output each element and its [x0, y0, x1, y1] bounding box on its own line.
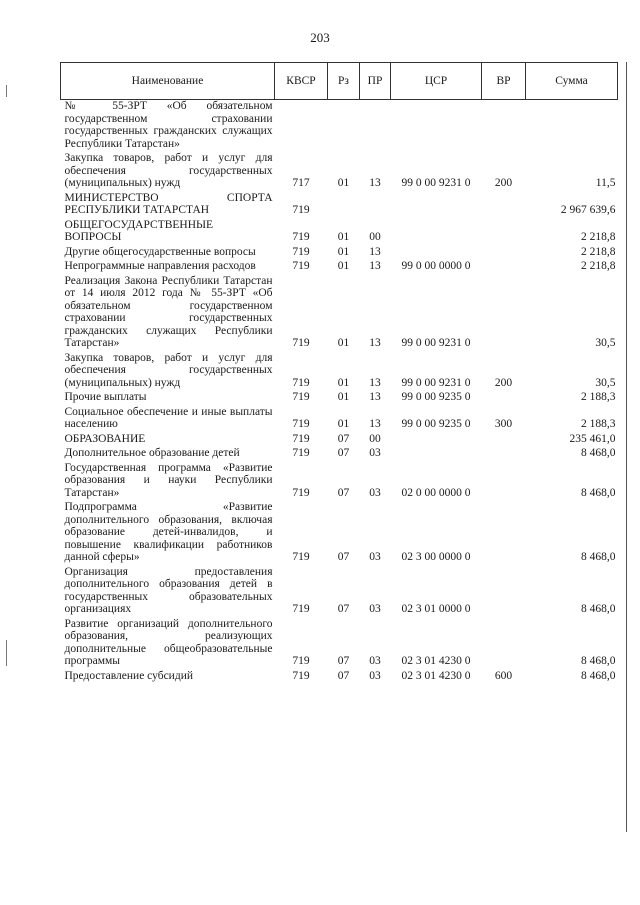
cell-rz: 07 — [337, 551, 350, 563]
cell-vr: 300 — [494, 418, 513, 430]
cell-kvsr: 719 — [292, 603, 310, 615]
cell-rz: 07 — [337, 655, 350, 667]
cell-sum: 30,5 — [595, 376, 616, 389]
cell-vr: 200 — [494, 177, 513, 189]
scan-mark — [6, 640, 7, 666]
cell-csr: 02 0 00 0000 0 — [401, 486, 471, 499]
cell-pr — [360, 191, 391, 218]
cell-pr: 00 — [369, 432, 381, 445]
cell-sum: 2 188,3 — [581, 391, 616, 403]
cell-name: Организация предоставления дополнительного образования детей в государственных образовательных организациях — [64, 565, 273, 615]
cell-pr: 13 — [369, 177, 381, 189]
cell-name: Непрограммные направления расходов — [64, 260, 256, 272]
table-row — [61, 245, 618, 260]
cell-vr — [482, 390, 526, 405]
cell-sum: 8 468,0 — [581, 551, 616, 563]
cell-kvsr: 719 — [292, 204, 310, 216]
cell-name: Реализация Закона Республики Татарстан от 14 июля 2012 года № 55-ЗРТ «Об обязательном государственном страховании государственных гражданских служащих Республики Татарстан» — [64, 274, 273, 349]
cell-rz: 07 — [337, 669, 350, 682]
cell-sum: 8 468,0 — [581, 486, 616, 499]
cell-sum: 8 468,0 — [581, 447, 616, 459]
cell-name: Социальное обеспечение и иные выплаты населению — [64, 405, 273, 430]
cell-vr — [482, 218, 526, 245]
cell-sum — [526, 100, 618, 152]
table-row — [61, 351, 618, 391]
table-row — [61, 461, 618, 501]
cell-pr: 03 — [369, 447, 381, 459]
cell-kvsr: 719 — [292, 376, 310, 389]
table-row — [61, 390, 618, 405]
table-row — [61, 669, 618, 684]
cell-csr: 02 3 01 4230 0 — [401, 655, 471, 667]
cell-kvsr: 719 — [292, 669, 310, 682]
cell-csr — [391, 218, 482, 245]
cell-vr — [482, 274, 526, 351]
cell-kvsr: 717 — [292, 177, 310, 189]
cell-rz: 07 — [337, 432, 350, 445]
cell-vr — [482, 245, 526, 260]
header-pr: ПР — [360, 63, 391, 100]
cell-pr — [360, 100, 391, 152]
cell-csr: 99 0 00 0000 0 — [401, 260, 471, 272]
cell-name: Предоставление субсидий — [64, 669, 193, 682]
table-row — [61, 617, 618, 669]
scan-mark — [6, 85, 7, 97]
cell-rz: 01 — [337, 245, 350, 258]
page-number: 203 — [310, 30, 330, 45]
cell-sum: 8 468,0 — [581, 669, 616, 682]
cell-csr: 99 0 00 9231 0 — [401, 337, 471, 349]
cell-kvsr: 719 — [292, 432, 310, 445]
right-border-line — [626, 62, 627, 832]
cell-sum: 8 468,0 — [581, 603, 616, 615]
table-row — [61, 191, 618, 218]
cell-kvsr: 719 — [292, 655, 310, 667]
cell-name: Развитие организаций дополнительного образования, реализующих дополнительные общеобразовательные программы — [64, 617, 273, 667]
cell-pr: 13 — [369, 337, 381, 349]
table-row — [61, 274, 618, 351]
cell-csr: 02 3 00 0000 0 — [401, 551, 471, 563]
header-name: Наименование — [61, 63, 275, 100]
cell-vr: 600 — [494, 669, 513, 682]
cell-sum: 2 188,3 — [581, 418, 616, 430]
cell-sum: 2 967 639,6 — [560, 204, 616, 216]
cell-name: Закупка товаров, работ и услуг для обеспечения государственных (муниципальных) нужд — [64, 351, 273, 389]
cell-pr: 13 — [369, 418, 381, 430]
cell-rz — [328, 100, 360, 152]
cell-name: Другие общегосударственные вопросы — [64, 245, 256, 258]
cell-kvsr: 719 — [292, 551, 310, 563]
cell-rz: 07 — [337, 603, 350, 615]
cell-csr: 99 0 00 9231 0 — [401, 177, 471, 189]
cell-kvsr: 719 — [292, 245, 310, 258]
cell-name: Прочие выплаты — [64, 391, 147, 403]
cell-name: МИНИСТЕРСТВО СПОРТА РЕСПУБЛИКИ ТАТАРСТАН — [64, 191, 273, 216]
cell-sum: 235 461,0 — [569, 432, 616, 445]
cell-pr: 03 — [369, 486, 381, 499]
cell-pr: 03 — [369, 655, 381, 667]
cell-rz: 01 — [337, 418, 350, 430]
cell-vr — [482, 500, 526, 565]
cell-pr: 03 — [369, 551, 381, 563]
header-kvsr: КВСР — [275, 63, 328, 100]
cell-sum: 30,5 — [595, 337, 616, 349]
cell-kvsr — [275, 100, 328, 152]
cell-pr: 03 — [369, 603, 381, 615]
cell-kvsr: 719 — [292, 391, 310, 403]
cell-kvsr: 719 — [292, 447, 310, 459]
cell-name: Государственная программа «Развитие образования и науки Республики Татарстан» — [64, 461, 273, 499]
cell-rz: 01 — [337, 260, 350, 272]
cell-name: ОБЩЕГОСУДАРСТВЕННЫЕ ВОПРОСЫ — [64, 218, 214, 243]
cell-sum: 8 468,0 — [581, 655, 616, 667]
budget-table — [60, 62, 618, 683]
cell-vr — [482, 446, 526, 461]
cell-csr: 02 3 01 4230 0 — [401, 669, 471, 682]
cell-rz: 01 — [337, 177, 350, 189]
cell-name: Подпрограмма «Развитие дополнительного образования, включая образование детей-инвалидов, и повышение квалификации работников данной сферы» — [64, 501, 273, 563]
cell-csr: 99 0 00 9235 0 — [401, 391, 471, 403]
cell-pr: 03 — [369, 669, 381, 682]
cell-rz: 07 — [337, 447, 350, 459]
cell-name: № 55-ЗРТ «Об обязательном государственном страховании государственных гражданских служащих Республики Татарстан» — [64, 100, 273, 150]
cell-rz — [328, 191, 360, 218]
cell-rz: 01 — [337, 231, 350, 243]
cell-sum: 2 218,8 — [581, 231, 616, 243]
cell-pr: 13 — [369, 376, 381, 389]
table-row — [61, 432, 618, 447]
cell-vr — [482, 565, 526, 617]
table-row — [61, 100, 618, 152]
cell-vr — [482, 259, 526, 274]
cell-sum: 2 218,8 — [581, 260, 616, 272]
cell-kvsr: 719 — [292, 418, 310, 430]
cell-kvsr: 719 — [292, 260, 310, 272]
header-vr: ВР — [482, 63, 526, 100]
cell-name: ОБРАЗОВАНИЕ — [64, 432, 146, 445]
cell-vr — [482, 432, 526, 447]
table-row — [61, 405, 618, 432]
cell-vr — [482, 617, 526, 669]
cell-sum: 11,5 — [595, 177, 616, 189]
cell-pr: 00 — [369, 231, 381, 243]
header-sum: Сумма — [526, 63, 618, 100]
cell-csr — [391, 446, 482, 461]
cell-csr — [391, 191, 482, 218]
cell-kvsr: 719 — [292, 486, 310, 499]
table-row — [61, 259, 618, 274]
cell-rz: 07 — [337, 486, 350, 499]
cell-rz: 01 — [337, 337, 350, 349]
header-rz: Рз — [328, 63, 360, 100]
table-row — [61, 151, 618, 191]
cell-csr: 99 0 00 9235 0 — [401, 418, 471, 430]
cell-csr — [391, 245, 482, 260]
cell-pr: 13 — [369, 391, 381, 403]
cell-rz: 01 — [337, 391, 350, 403]
table-row — [61, 218, 618, 245]
cell-csr: 99 0 00 9231 0 — [401, 376, 471, 389]
table-body — [61, 100, 618, 684]
cell-pr: 13 — [369, 245, 381, 258]
cell-vr: 200 — [494, 376, 513, 389]
table-row — [61, 446, 618, 461]
table-row — [61, 500, 618, 565]
cell-sum: 2 218,8 — [581, 245, 616, 258]
cell-rz: 01 — [337, 376, 350, 389]
cell-vr — [482, 191, 526, 218]
cell-csr: 02 3 01 0000 0 — [401, 603, 471, 615]
cell-name: Закупка товаров, работ и услуг для обеспечения государственных (муниципальных) нужд — [64, 152, 273, 189]
cell-kvsr: 719 — [292, 231, 310, 243]
table-row — [61, 565, 618, 617]
table-header-row — [61, 63, 618, 100]
cell-vr — [482, 100, 526, 152]
cell-kvsr: 719 — [292, 337, 310, 349]
cell-pr: 13 — [369, 260, 381, 272]
cell-vr — [482, 461, 526, 501]
header-csr: ЦСР — [391, 63, 482, 100]
cell-csr — [391, 432, 482, 447]
cell-name: Дополнительное образование детей — [64, 447, 240, 459]
cell-csr — [391, 100, 482, 152]
